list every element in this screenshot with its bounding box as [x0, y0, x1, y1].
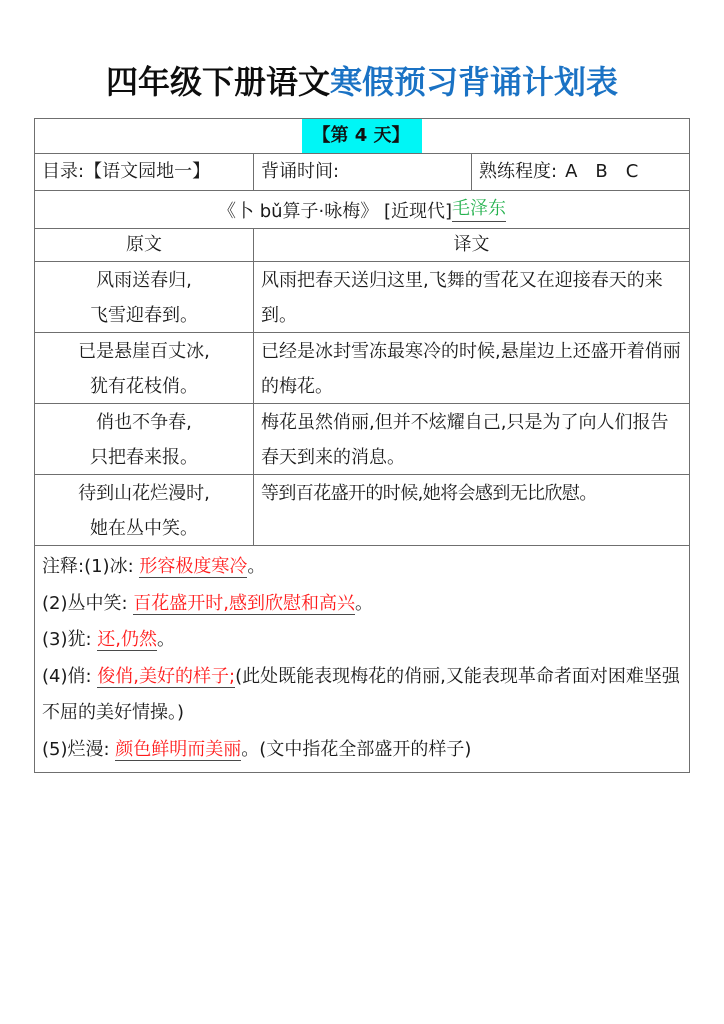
translation-text: 梅花虽然俏丽,但并不炫耀自己,只是为了向人们报告春天到来的消息。	[261, 412, 669, 468]
note-term: (2)丛中笑:	[42, 592, 128, 614]
note-definition: 颜色鲜明而美丽	[115, 738, 242, 760]
title-grade-subject: 四年级下册语文	[105, 63, 330, 101]
note-item-3	[42, 622, 689, 659]
poem-dynasty: [近现代]	[378, 200, 453, 222]
note-definition: 形容极度寒冷	[139, 556, 248, 577]
recite-time-cell[interactable]	[254, 154, 472, 190]
original-text	[35, 262, 254, 332]
note-item-2	[42, 586, 689, 623]
note-suffix: (此处既能表现梅花的俏丽,又能表现革命者面对困难坚强不屈的美好情操。)	[42, 665, 680, 723]
note-term: (3)犹:	[42, 629, 92, 650]
note-suffix: 。	[157, 629, 176, 650]
proficiency-option-a[interactable]: A	[565, 161, 578, 182]
note-item-5	[42, 732, 689, 769]
proficiency-label: 熟练程度:	[479, 161, 558, 182]
recite-time-label: 背诵时间:	[261, 161, 340, 182]
meta-row	[35, 154, 689, 191]
note-definition: 俊俏,美好的样子;	[97, 665, 236, 687]
poem-author: 毛泽东	[452, 197, 506, 222]
column-header-row	[35, 229, 689, 262]
day-row	[35, 119, 689, 154]
proficiency-cell	[472, 154, 689, 190]
notes-heading: 注释:	[42, 556, 85, 577]
poem-row-2	[35, 333, 689, 404]
poem-row-1	[35, 262, 689, 333]
original-line: 已是悬崖百丈冰,	[78, 341, 210, 362]
note-definition: 还,仍然	[97, 629, 158, 650]
note-term: (4)俏:	[42, 665, 92, 687]
note-suffix: 。(文中指花全部盛开的样子)	[241, 738, 472, 760]
note-term: (1)冰:	[84, 556, 134, 577]
proficiency-option-b[interactable]: B	[595, 161, 608, 182]
notes-section	[35, 546, 689, 772]
page-title	[0, 58, 724, 106]
translation-text: 等到百花盛开的时候,她将会感到无比欣慰。	[261, 483, 597, 504]
original-line: 待到山花烂漫时,	[78, 483, 210, 504]
note-item-4	[42, 659, 689, 732]
original-text	[35, 475, 254, 545]
note-term: (5)烂漫:	[42, 738, 110, 760]
header-translation: 译文	[453, 234, 490, 255]
proficiency-option-c[interactable]: C	[625, 161, 639, 182]
translation-text: 风雨把春天送归这里,飞舞的雪花又在迎接春天的来到。	[261, 270, 663, 326]
original-line: 她在丛中笑。	[90, 518, 198, 539]
note-suffix: 。	[247, 556, 266, 577]
note-definition: 百花盛开时,感到欣慰和高兴	[133, 592, 356, 614]
recitation-plan-table	[34, 118, 690, 773]
day-label: 【第 4 天】	[302, 119, 421, 153]
original-text	[35, 333, 254, 403]
poem-row-4	[35, 475, 689, 546]
translation-text: 已经是冰封雪冻最寒冷的时候,悬崖边上还盛开着俏丽的梅花。	[261, 341, 681, 397]
poem-row-3	[35, 404, 689, 475]
original-line: 俏也不争春,	[96, 412, 192, 433]
original-line: 风雨送春归,	[96, 270, 192, 291]
note-item-1	[42, 549, 689, 586]
original-line: 飞雪迎春到。	[90, 305, 198, 326]
poem-title-row	[35, 191, 689, 229]
original-line: 只把春来报。	[90, 447, 198, 468]
original-text	[35, 404, 254, 474]
original-line: 犹有花枝俏。	[90, 376, 198, 397]
poem-title: 《卜 bǔ算子·咏梅》	[217, 200, 379, 222]
note-suffix: 。	[355, 592, 374, 614]
header-original: 原文	[35, 229, 254, 261]
title-plan-name: 寒假预习背诵计划表	[330, 63, 619, 101]
directory-cell: 目录:【语文园地一】	[35, 154, 254, 190]
